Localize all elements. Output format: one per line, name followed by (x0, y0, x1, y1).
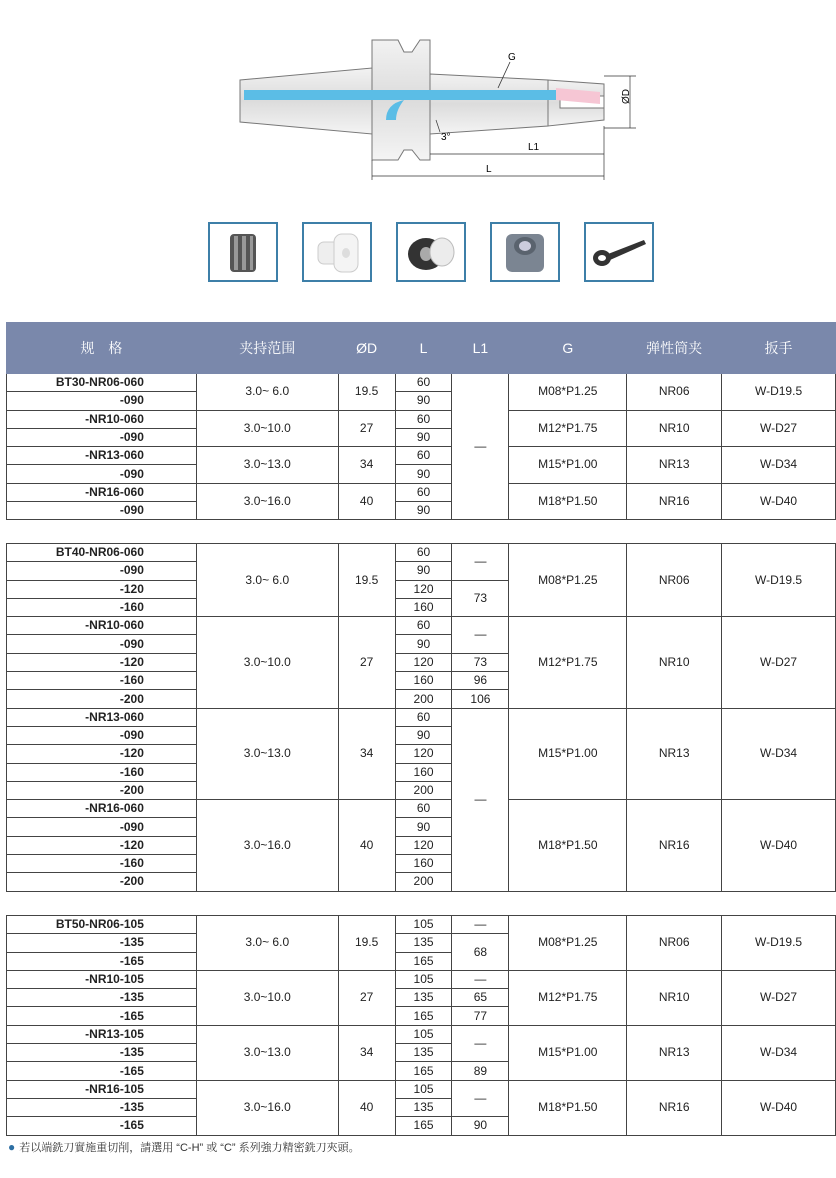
taper-shank (240, 68, 372, 134)
wrench-ring-thumb[interactable] (396, 222, 466, 282)
diameter-value: 19.5 (338, 374, 395, 411)
model-code: -160 (7, 763, 197, 781)
length-value: 90 (395, 562, 452, 580)
collet-value: NR06 (627, 374, 722, 411)
wrench-value: W-D40 (722, 1080, 836, 1135)
column-header: L (395, 323, 452, 374)
length-value: 60 (395, 483, 452, 501)
length-value: 60 (395, 410, 452, 428)
l1-value: 73 (452, 580, 509, 617)
wrench-value: W-D27 (722, 617, 836, 708)
table-row (7, 916, 836, 934)
table-row (7, 1080, 836, 1098)
thread-value: M15*P1.00 (509, 1025, 627, 1080)
diameter-value: 27 (338, 617, 395, 708)
diameter-value: 34 (338, 447, 395, 484)
spanner-thumb[interactable] (584, 222, 654, 282)
thread-value: M12*P1.75 (509, 410, 627, 447)
length-value: 200 (395, 873, 452, 891)
column-header: 夹持范围 (196, 323, 338, 374)
column-header: G (509, 323, 627, 374)
model-code: -NR13-060 (7, 447, 197, 465)
model-code: -165 (7, 1117, 197, 1135)
holder-body (430, 74, 548, 134)
wrench-value: W-D34 (722, 1025, 836, 1080)
clamping-range: 3.0~ 6.0 (196, 374, 338, 411)
model-code: -090 (7, 635, 197, 653)
spec-table-bt50 (6, 915, 836, 1136)
collet-value: NR16 (627, 483, 722, 520)
length-value: 90 (395, 635, 452, 653)
wrench-value: W-D40 (722, 800, 836, 891)
wrench-value: W-D27 (722, 410, 836, 447)
length-value: 120 (395, 580, 452, 598)
model-code: -165 (7, 1007, 197, 1025)
model-code: -090 (7, 465, 197, 483)
wrench-value: W-D19.5 (722, 544, 836, 617)
model-code: -090 (7, 562, 197, 580)
length-value: 60 (395, 617, 452, 635)
spec-table-bt40 (6, 543, 836, 892)
length-value: 105 (395, 1080, 452, 1098)
l1-value: 96 (452, 672, 509, 690)
clamping-range: 3.0~ 6.0 (196, 916, 338, 971)
length-value: 60 (395, 374, 452, 392)
table-row (7, 708, 836, 726)
label-l: L (486, 164, 492, 175)
footnote (8, 1139, 360, 1155)
thread-value: M15*P1.00 (509, 447, 627, 484)
table-row (7, 544, 836, 562)
model-code: -200 (7, 690, 197, 708)
accessory-thumbnails (0, 222, 836, 286)
model-code: -160 (7, 855, 197, 873)
table-row (7, 617, 836, 635)
clamping-range: 3.0~13.0 (196, 1025, 338, 1080)
diameter-value: 34 (338, 708, 395, 799)
length-value: 200 (395, 690, 452, 708)
collet-value: NR10 (627, 970, 722, 1025)
table-row (7, 374, 836, 392)
collet-thumb[interactable] (208, 222, 278, 282)
column-header: 规 格 (7, 323, 197, 374)
l1-value: 89 (452, 1062, 509, 1080)
model-code: -135 (7, 934, 197, 952)
l1-value: 90 (452, 1117, 509, 1135)
wrench-value: W-D34 (722, 708, 836, 799)
l1-value: 77 (452, 1007, 509, 1025)
collet-value: NR10 (627, 617, 722, 708)
footnote-text: 若以端銑刀實施重切削，請選用 “C-H” 或 “C” 系列強力精密銑刀夾頭。 (19, 1142, 360, 1154)
model-code: -NR13-105 (7, 1025, 197, 1043)
length-value: 165 (395, 952, 452, 970)
clamping-range: 3.0~ 6.0 (196, 544, 338, 617)
table-row (7, 483, 836, 501)
model-code: -NR10-060 (7, 617, 197, 635)
length-value: 160 (395, 763, 452, 781)
spec-table-bt30 (6, 322, 836, 520)
thread-value: M18*P1.50 (509, 483, 627, 520)
length-value: 120 (395, 745, 452, 763)
model-code: BT30-NR06-060 (7, 374, 197, 392)
diameter-value: 19.5 (338, 544, 395, 617)
model-code: -NR13-060 (7, 708, 197, 726)
l1-value: 106 (452, 690, 509, 708)
model-code: -135 (7, 989, 197, 1007)
thread-value: M18*P1.50 (509, 800, 627, 891)
thread-value: M12*P1.75 (509, 970, 627, 1025)
l1-value: — (452, 970, 509, 988)
model-code: -165 (7, 1062, 197, 1080)
clamping-range: 3.0~10.0 (196, 410, 338, 447)
l1-value: 68 (452, 934, 509, 971)
wrench-value: W-D27 (722, 970, 836, 1025)
wrench-value: W-D19.5 (722, 916, 836, 971)
l1-value: 65 (452, 989, 509, 1007)
length-value: 105 (395, 1025, 452, 1043)
thread-value: M08*P1.25 (509, 916, 627, 971)
clamp-nut-thumb[interactable] (490, 222, 560, 282)
model-code: -NR16-105 (7, 1080, 197, 1098)
clamping-range: 3.0~10.0 (196, 970, 338, 1025)
collet-value: NR13 (627, 1025, 722, 1080)
header-row (7, 323, 836, 374)
model-code: -200 (7, 781, 197, 799)
length-value: 135 (395, 1098, 452, 1116)
bullet-icon: ● (8, 1140, 16, 1154)
collet-value: NR13 (627, 708, 722, 799)
length-value: 120 (395, 653, 452, 671)
length-value: 90 (395, 428, 452, 446)
model-code: -120 (7, 836, 197, 854)
diameter-value: 40 (338, 1080, 395, 1135)
model-code: -090 (7, 502, 197, 520)
model-code: -090 (7, 428, 197, 446)
thread-value: M15*P1.00 (509, 708, 627, 799)
diameter-value: 34 (338, 1025, 395, 1080)
clamping-range: 3.0~10.0 (196, 617, 338, 708)
model-code: -160 (7, 672, 197, 690)
l1-value: — (452, 544, 509, 581)
model-code: -NR10-105 (7, 970, 197, 988)
model-code: BT40-NR06-060 (7, 544, 197, 562)
diameter-value: 27 (338, 410, 395, 447)
table-row (7, 800, 836, 818)
clamping-range: 3.0~16.0 (196, 1080, 338, 1135)
model-code: -NR16-060 (7, 800, 197, 818)
model-code: -090 (7, 818, 197, 836)
model-code: BT50-NR06-105 (7, 916, 197, 934)
length-value: 105 (395, 970, 452, 988)
label-g: G (508, 52, 516, 63)
table-row (7, 447, 836, 465)
length-value: 160 (395, 855, 452, 873)
length-value: 135 (395, 989, 452, 1007)
collet-value: NR06 (627, 544, 722, 617)
thread-value: M18*P1.50 (509, 1080, 627, 1135)
l1-value: — (452, 1025, 509, 1062)
thread-value: M08*P1.25 (509, 544, 627, 617)
diameter-value: 40 (338, 800, 395, 891)
label-angle: 3° (441, 132, 451, 143)
table-row (7, 1025, 836, 1043)
thread-value: M08*P1.25 (509, 374, 627, 411)
clamping-range: 3.0~13.0 (196, 447, 338, 484)
diameter-value: 27 (338, 970, 395, 1025)
length-value: 90 (395, 502, 452, 520)
length-value: 60 (395, 800, 452, 818)
model-code: -090 (7, 392, 197, 410)
length-value: 60 (395, 708, 452, 726)
l1-value: — (452, 374, 509, 520)
diameter-value: 19.5 (338, 916, 395, 971)
length-value: 90 (395, 726, 452, 744)
collet-value: NR10 (627, 410, 722, 447)
sealing-cap-thumb[interactable] (302, 222, 372, 282)
length-value: 165 (395, 1007, 452, 1025)
wrench-value: W-D34 (722, 447, 836, 484)
label-l1: L1 (528, 142, 540, 153)
l1-value: — (452, 916, 509, 934)
model-code: -090 (7, 726, 197, 744)
length-value: 160 (395, 598, 452, 616)
length-value: 105 (395, 916, 452, 934)
collet-value: NR16 (627, 1080, 722, 1135)
collet-value: NR06 (627, 916, 722, 971)
wrench-value: W-D19.5 (722, 374, 836, 411)
column-header: 扳手 (722, 323, 836, 374)
thread-value: M12*P1.75 (509, 617, 627, 708)
collet-value: NR16 (627, 800, 722, 891)
clamping-range: 3.0~13.0 (196, 708, 338, 799)
length-value: 135 (395, 1044, 452, 1062)
diameter-value: 40 (338, 483, 395, 520)
length-value: 90 (395, 392, 452, 410)
model-code: -NR16-060 (7, 483, 197, 501)
length-value: 165 (395, 1062, 452, 1080)
length-value: 160 (395, 672, 452, 690)
model-code: -NR10-060 (7, 410, 197, 428)
table-row (7, 970, 836, 988)
column-header: ØD (338, 323, 395, 374)
model-code: -120 (7, 580, 197, 598)
length-value: 165 (395, 1117, 452, 1135)
model-code: -135 (7, 1098, 197, 1116)
l1-value: — (452, 1080, 509, 1117)
l1-value: — (452, 708, 509, 891)
label-diameter: ØD (621, 89, 632, 104)
length-value: 120 (395, 836, 452, 854)
clamping-range: 3.0~16.0 (196, 483, 338, 520)
l1-value: 73 (452, 653, 509, 671)
l1-value: — (452, 617, 509, 654)
model-code: -160 (7, 598, 197, 616)
model-code: -200 (7, 873, 197, 891)
table-row (7, 410, 836, 428)
column-header: 弹性筒夹 (627, 323, 722, 374)
length-value: 200 (395, 781, 452, 799)
length-value: 60 (395, 447, 452, 465)
length-value: 60 (395, 544, 452, 562)
clamping-range: 3.0~16.0 (196, 800, 338, 891)
model-code: -120 (7, 653, 197, 671)
model-code: -120 (7, 745, 197, 763)
model-code: -135 (7, 1044, 197, 1062)
column-header: L1 (452, 323, 509, 374)
length-value: 90 (395, 818, 452, 836)
length-value: 90 (395, 465, 452, 483)
wrench-value: W-D40 (722, 483, 836, 520)
collet-value: NR13 (627, 447, 722, 484)
model-code: -165 (7, 952, 197, 970)
length-value: 135 (395, 934, 452, 952)
tool-holder-drawing (0, 0, 836, 200)
